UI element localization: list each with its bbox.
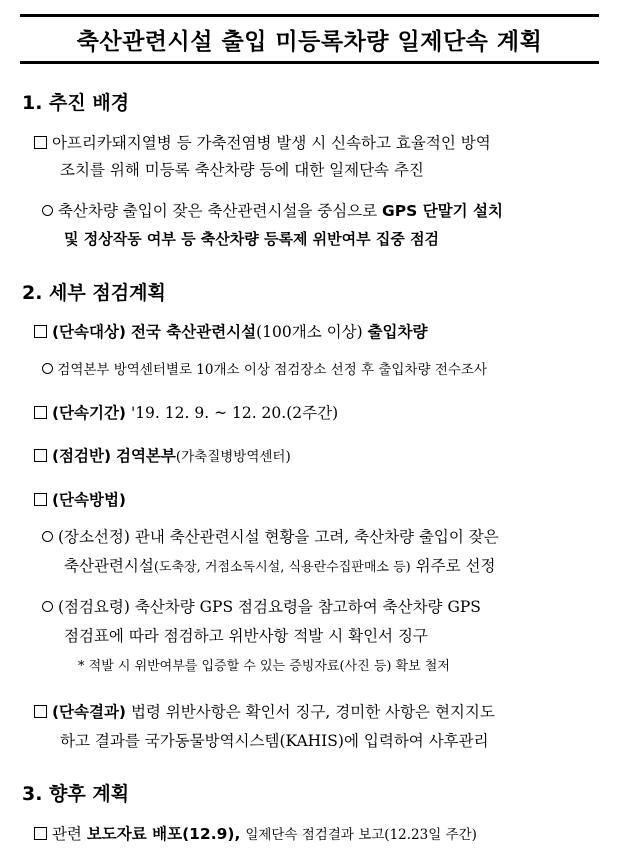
section-heading-background: 1. 추진 배경	[22, 92, 130, 114]
future-item: 관련 보도자료 배포(12.9), 일제단속 점검결과 보고(12.23일 주간)	[34, 824, 477, 845]
checkbox-square-icon	[34, 827, 47, 840]
page-title: 축산관련시설 출입 미등록차량 일제단속 계획	[76, 28, 543, 55]
checkbox-square-icon	[34, 136, 47, 149]
checkbox-square-icon	[34, 449, 47, 462]
checkbox-square-icon	[34, 705, 47, 718]
circle-bullet-icon	[42, 531, 53, 542]
plan-target-sub: 검역본부 방역센터별로 10개소 이상 점검장소 선정 후 출입차량 전수조사	[42, 360, 487, 380]
section-heading-future: 3. 향후 계획	[22, 783, 130, 805]
plan-method-2-line-2: 점검표에 따라 점검하고 위반사항 적발 시 확인서 징구	[64, 627, 428, 645]
plan-result-line-1: (단속결과) 법령 위반사항은 확인서 징구, 경미한 사항은 현지지도	[34, 702, 495, 722]
plan-target: (단속대상) 전국 축산관련시설(100개소 이상) 출입차량	[34, 322, 427, 342]
plan-team: (점검반) 검역본부(가축질병방역센터)	[34, 446, 291, 467]
plan-method-2-line-1: (점검요령) 축산차량 GPS 점검요령을 참고하여 축산차량 GPS	[42, 597, 481, 617]
checkbox-square-icon	[34, 325, 47, 338]
background-sub-1-line-2: 및 정상작동 여부 등 축산차량 등록제 위반여부 집중 점검	[64, 230, 440, 248]
plan-method-1-line-1: (장소선정) 관내 축산관련시설 현황을 고려, 축산차량 출입이 잦은	[42, 527, 499, 547]
plan-method-2-note: * 적발 시 위반여부를 입증할 수 있는 증빙자료(사진 등) 확보 철저	[78, 659, 450, 674]
plan-period: (단속기간) '19. 12. 9. ~ 12. 20.(2주간)	[34, 403, 338, 423]
circle-bullet-icon	[42, 205, 53, 216]
plan-method-1-line-2: 축산관련시설(도축장, 거점소독시설, 식용란수집판매소 등) 위주로 선정	[64, 557, 496, 575]
circle-bullet-icon	[42, 601, 53, 612]
checkbox-square-icon	[34, 493, 47, 506]
background-item-1-line-2: 조치를 위해 미등록 축산차량 등에 대한 일제단속 추진	[60, 161, 424, 179]
plan-method: (단속방법)	[34, 490, 126, 510]
circle-bullet-icon	[42, 363, 53, 374]
background-sub-1-line-1: 축산차량 출입이 잦은 축산관련시설을 중심으로 GPS 단말기 설치	[42, 201, 503, 221]
section-heading-plan: 2. 세부 점검계획	[22, 282, 166, 304]
background-item-1-line-1: 아프리카돼지열병 등 가축전염병 발생 시 신속하고 효율적인 방역	[34, 133, 600, 153]
checkbox-square-icon	[34, 406, 47, 419]
title-box	[20, 14, 599, 64]
plan-result-line-2: 하고 결과를 국가동물방역시스템(KAHIS)에 입력하여 사후관리	[60, 732, 489, 750]
